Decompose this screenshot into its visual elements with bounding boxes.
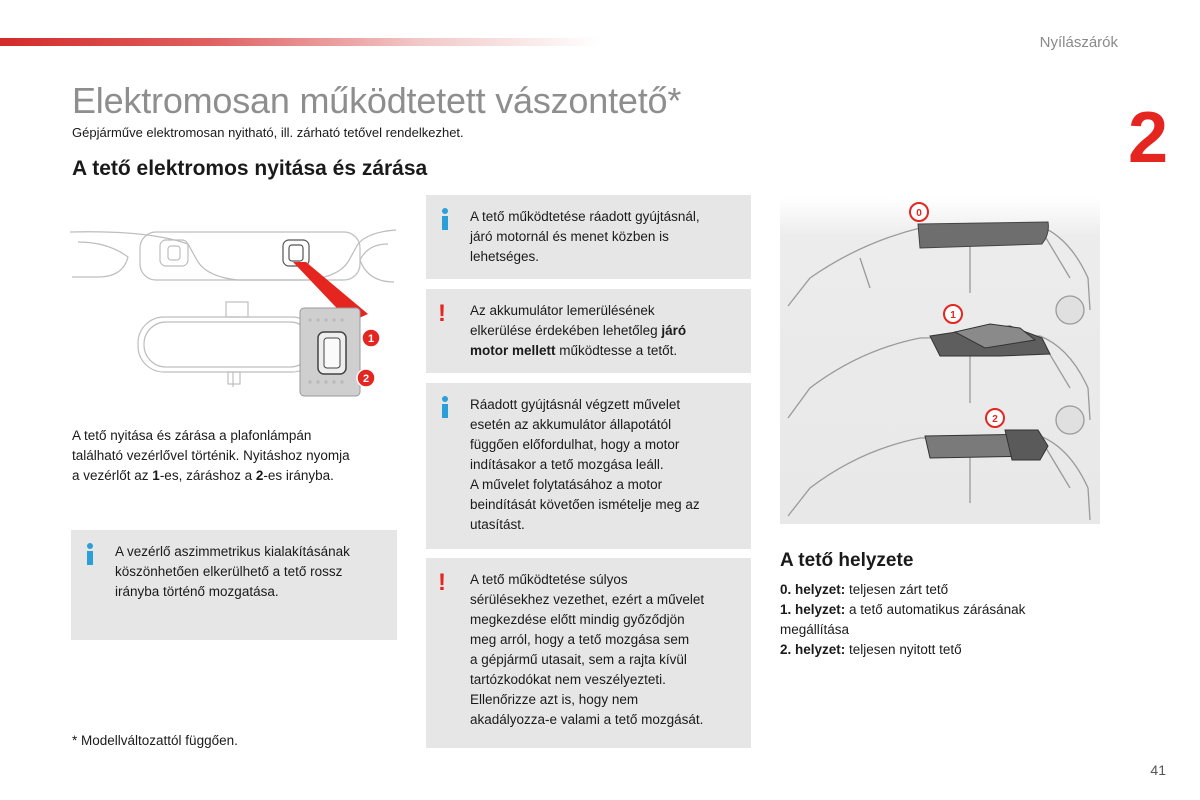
- roof-marker-0: 0: [916, 208, 922, 219]
- control-marker-2: 2: [362, 373, 370, 385]
- roof-control-illustration: [68, 222, 398, 400]
- roof-marker-1: 1: [950, 310, 956, 321]
- page-title: Elektromosan működtetett vászontető*: [72, 80, 682, 121]
- position-item-2: 2. helyzet: teljesen nyitott tető: [780, 642, 962, 657]
- info-box-ignition: A tető működtetése ráadott gyújtásnál, járó motornál és menet közben is lehetséges.: [426, 195, 751, 279]
- roof-position-list: [780, 580, 1100, 660]
- roof-operation-paragraph: A tető nyitása és zárása a plafonlámpán található vezérlővel történik. Nyitáshoz nyomja a vezérlőt az 1-es, záráshoz a 2-es irányba.: [72, 428, 350, 483]
- position-item-1-cont: megállítása: [780, 622, 850, 637]
- section-heading: A tető elektromos nyitása és zárása: [72, 157, 428, 180]
- header-accent-bar: [0, 38, 600, 46]
- section-name: Nyílászárók: [1039, 34, 1118, 51]
- info-box-asymmetric: A vezérlő aszimmetrikus kialakításának köszönhetően elkerülhető a tető rossz irányba történő mozgatása.: [71, 530, 397, 640]
- info-icon: [438, 395, 452, 419]
- footnote: * Modellváltozattól függően.: [72, 733, 238, 748]
- control-marker-1: 1: [367, 333, 375, 345]
- info-icon: [438, 207, 452, 231]
- exclamation-icon: !: [438, 569, 446, 596]
- page-number: 41: [1150, 762, 1166, 778]
- roof-positions-illustration: [780, 198, 1100, 524]
- roof-position-heading: A tető helyzete: [780, 550, 914, 571]
- info-box-battery-state: Ráadott gyújtásnál végzett művelet esetén az akkumulátor állapotától függően előfordulhat, hogy a motor indításakor a tető mozgása leáll. A művelet folytatásához a motor beindítását követően ismételje meg az utasítást.: [426, 383, 751, 549]
- position-item-0: 0. helyzet: teljesen zárt tető: [780, 582, 949, 597]
- position-item-1: 1. helyzet: a tető automatikus zárásának: [780, 602, 1026, 617]
- roof-marker-2: 2: [992, 414, 998, 425]
- page-subtitle: Gépjárműve elektromosan nyitható, ill. zárható tetővel rendelkezhet.: [72, 125, 464, 140]
- chapter-number: 2: [1127, 98, 1168, 178]
- warning-box-battery: ! Az akkumulátor lemerülésének elkerülése érdekében lehetőleg járó motor mellett működtesse a tetőt.: [426, 289, 751, 373]
- info-icon: [83, 542, 97, 566]
- exclamation-icon: !: [438, 300, 446, 327]
- warning-box-injury: ! A tető működtetése súlyos sérülésekhez vezethet, ezért a művelet megkezdése előtt mindig győződjön meg arról, hogy a tető mozgása sem a gépjármű utasait, sem a rajta kívül tartózkodókat nem veszélyezteti. Ellenőrizze azt is, hogy nem akadályozza-e valami a tető mozgását.: [426, 558, 751, 748]
